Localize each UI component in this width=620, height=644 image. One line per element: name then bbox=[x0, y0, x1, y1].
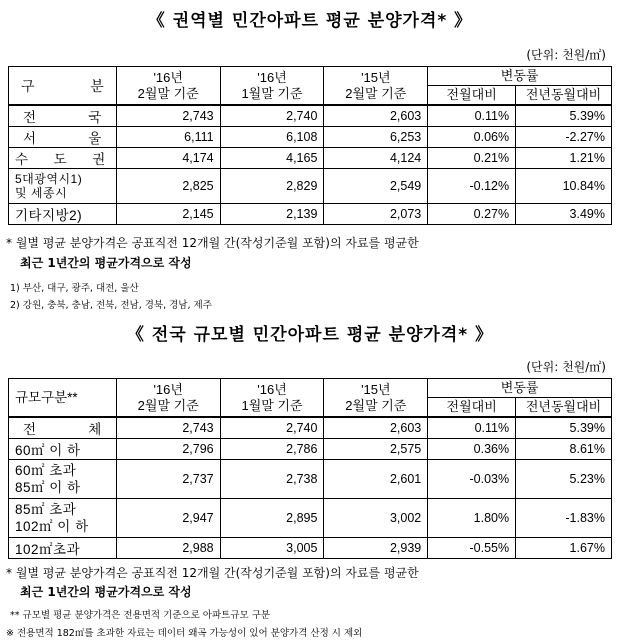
table2-stub-header: 규모구분** bbox=[9, 379, 117, 418]
cell-value: 6,108 bbox=[220, 127, 324, 148]
table-row bbox=[9, 148, 612, 169]
cell-value: 2,786 bbox=[220, 439, 324, 460]
table-row bbox=[9, 417, 612, 439]
cell-value: 2,575 bbox=[324, 439, 428, 460]
cell-value: 2,603 bbox=[324, 105, 428, 127]
row-label: 수 도 권 bbox=[9, 148, 117, 169]
cell-value: 3,002 bbox=[324, 499, 428, 538]
cell-value: -0.55% bbox=[428, 538, 516, 559]
table1-col3-year: '15년 bbox=[361, 69, 391, 85]
table2-footnote2: ※ 전용면적 182㎡를 초과한 자료는 데이터 왜곡 가능성이 있어 분양가격 산정 시 제외 bbox=[6, 628, 363, 639]
cell-value: 1.80% bbox=[428, 499, 516, 538]
table2-col3-year: '15년 bbox=[361, 381, 391, 397]
table1-footnote1: 1) 부산, 대구, 광주, 대전, 울산 bbox=[10, 283, 139, 294]
cell-value: 10.84% bbox=[516, 169, 612, 204]
table1-col2-header bbox=[220, 67, 324, 106]
row-label: 기타지방2) bbox=[9, 204, 117, 225]
cell-value: 0.11% bbox=[428, 417, 516, 439]
table1-footnote2: 2) 강원, 충북, 충남, 전북, 전남, 경북, 경남, 제주 bbox=[10, 300, 212, 311]
table2-col3-header bbox=[324, 379, 428, 418]
cell-value: 2,939 bbox=[324, 538, 428, 559]
table2-col3-basis: 2월말 기준 bbox=[345, 397, 407, 413]
table2-footnote1: ** 규모별 평균 분양가격은 전용면적 기준으로 아파트규모 구분 bbox=[10, 610, 271, 621]
cell-value: -1.83% bbox=[516, 499, 612, 538]
cell-value: 5.39% bbox=[516, 417, 612, 439]
table1-col1-header bbox=[116, 67, 220, 106]
cell-value: 2,988 bbox=[116, 538, 220, 559]
table2-col1-header bbox=[116, 379, 220, 418]
table2-unit: (단위: 천원/㎡) bbox=[526, 360, 606, 374]
cell-value: 0.21% bbox=[428, 148, 516, 169]
cell-value: 8.61% bbox=[516, 439, 612, 460]
cell-value: 0.11% bbox=[428, 105, 516, 127]
table1-col1-year: '16년 bbox=[153, 69, 183, 85]
table2-change-header: 변동률 bbox=[428, 379, 612, 398]
cell-value: 2,603 bbox=[324, 417, 428, 439]
cell-value: 2,829 bbox=[220, 169, 324, 204]
cell-value: 2,139 bbox=[220, 204, 324, 225]
row-label: 서 울 bbox=[9, 127, 117, 148]
table2-col2-header bbox=[220, 379, 324, 418]
cell-value: 2,895 bbox=[220, 499, 324, 538]
table2-mom-header: 전월대비 bbox=[428, 398, 516, 418]
table2-note-line1: * 월별 평균 분양가격은 공표직전 12개월 간(작성기준월 포함)의 자료를 평균한 bbox=[6, 566, 419, 580]
table2-note-line2: 최근 1년간의 평균가격으로 작성 bbox=[20, 585, 192, 599]
table2-header-row-1 bbox=[9, 379, 612, 398]
table1-col1-basis: 2월말 기준 bbox=[137, 85, 199, 101]
cell-value: 2,737 bbox=[116, 460, 220, 499]
cell-value: 6,111 bbox=[116, 127, 220, 148]
row-label bbox=[9, 169, 117, 204]
row-label: 전 국 bbox=[9, 105, 117, 127]
row-label bbox=[9, 499, 117, 538]
cell-value: -0.12% bbox=[428, 169, 516, 204]
cell-value: -0.03% bbox=[428, 460, 516, 499]
cell-value: 2,796 bbox=[116, 439, 220, 460]
cell-value: 2,549 bbox=[324, 169, 428, 204]
table1-title: 《 권역별 민간아파트 평균 분양가격* 》 bbox=[147, 11, 473, 31]
cell-value: 2,825 bbox=[116, 169, 220, 204]
cell-value: 2,743 bbox=[116, 105, 220, 127]
cell-value: 4,165 bbox=[220, 148, 324, 169]
table1-col3-header bbox=[324, 67, 428, 106]
cell-value: 2,743 bbox=[116, 417, 220, 439]
table1-col3-basis: 2월말 기준 bbox=[345, 85, 407, 101]
cell-value: 4,174 bbox=[116, 148, 220, 169]
row-label: 60㎡ 이 하 bbox=[9, 439, 117, 460]
table-row bbox=[9, 169, 612, 204]
table2-title: 《 전국 규모별 민간아파트 평균 분양가격* 》 bbox=[126, 325, 494, 345]
row-label-line2: 85㎡ 이 하 bbox=[15, 480, 81, 495]
cell-value: 6,253 bbox=[324, 127, 428, 148]
cell-value: 0.06% bbox=[428, 127, 516, 148]
table2-grid bbox=[8, 378, 612, 559]
cell-value: 3.49% bbox=[516, 204, 612, 225]
row-label-line2: 102㎡ 이 하 bbox=[15, 519, 89, 534]
table1-note-line1: * 월별 평균 분양가격은 공표직전 12개월 간(작성기준월 포함)의 자료를 평균한 bbox=[6, 236, 419, 250]
table-row bbox=[9, 538, 612, 559]
table-row bbox=[9, 460, 612, 499]
table1-change-header: 변동률 bbox=[428, 67, 612, 86]
row-label-line1: 85㎡ 초과 bbox=[15, 502, 77, 517]
table1-stub-header: 구 분 bbox=[9, 67, 117, 106]
table2-col1-basis: 2월말 기준 bbox=[137, 397, 199, 413]
table2-col2-basis: 1월말 기준 bbox=[241, 397, 303, 413]
cell-value: 0.36% bbox=[428, 439, 516, 460]
table2-col1-year: '16년 bbox=[153, 381, 183, 397]
table1-yoy-header: 전년동월대비 bbox=[516, 86, 612, 106]
table1-unit: (단위: 천원/㎡) bbox=[526, 48, 606, 62]
table2-col2-year: '16년 bbox=[257, 381, 287, 397]
cell-value: 2,947 bbox=[116, 499, 220, 538]
table1-mom-header: 전월대비 bbox=[428, 86, 516, 106]
cell-value: 2,740 bbox=[220, 105, 324, 127]
cell-value: 2,145 bbox=[116, 204, 220, 225]
table1-col2-year: '16년 bbox=[257, 69, 287, 85]
table-row bbox=[9, 127, 612, 148]
table1-grid bbox=[8, 66, 612, 225]
row-label-line1: 5대광역시1) bbox=[15, 172, 83, 186]
table-row bbox=[9, 439, 612, 460]
row-label-line2: 및 세종시 bbox=[15, 186, 68, 200]
cell-value: 5.39% bbox=[516, 105, 612, 127]
row-label bbox=[9, 460, 117, 499]
cell-value: 4,124 bbox=[324, 148, 428, 169]
table2-yoy-header: 전년동월대비 bbox=[516, 398, 612, 418]
row-label: 102㎡초과 bbox=[9, 538, 117, 559]
cell-value: 3,005 bbox=[220, 538, 324, 559]
row-label: 전 체 bbox=[9, 417, 117, 439]
table-row bbox=[9, 204, 612, 225]
cell-value: 1.21% bbox=[516, 148, 612, 169]
table-row bbox=[9, 499, 612, 538]
cell-value: 2,740 bbox=[220, 417, 324, 439]
table1-note-line2: 최근 1년간의 평균가격으로 작성 bbox=[20, 256, 192, 270]
cell-value: 5.23% bbox=[516, 460, 612, 499]
row-label-line1: 60㎡ 초과 bbox=[15, 463, 77, 478]
cell-value: 1.67% bbox=[516, 538, 612, 559]
cell-value: 2,738 bbox=[220, 460, 324, 499]
table1-col2-basis: 1월말 기준 bbox=[241, 85, 303, 101]
cell-value: -2.27% bbox=[516, 127, 612, 148]
table1-header-row-1 bbox=[9, 67, 612, 86]
cell-value: 2,073 bbox=[324, 204, 428, 225]
cell-value: 2,601 bbox=[324, 460, 428, 499]
cell-value: 0.27% bbox=[428, 204, 516, 225]
table-row bbox=[9, 105, 612, 127]
